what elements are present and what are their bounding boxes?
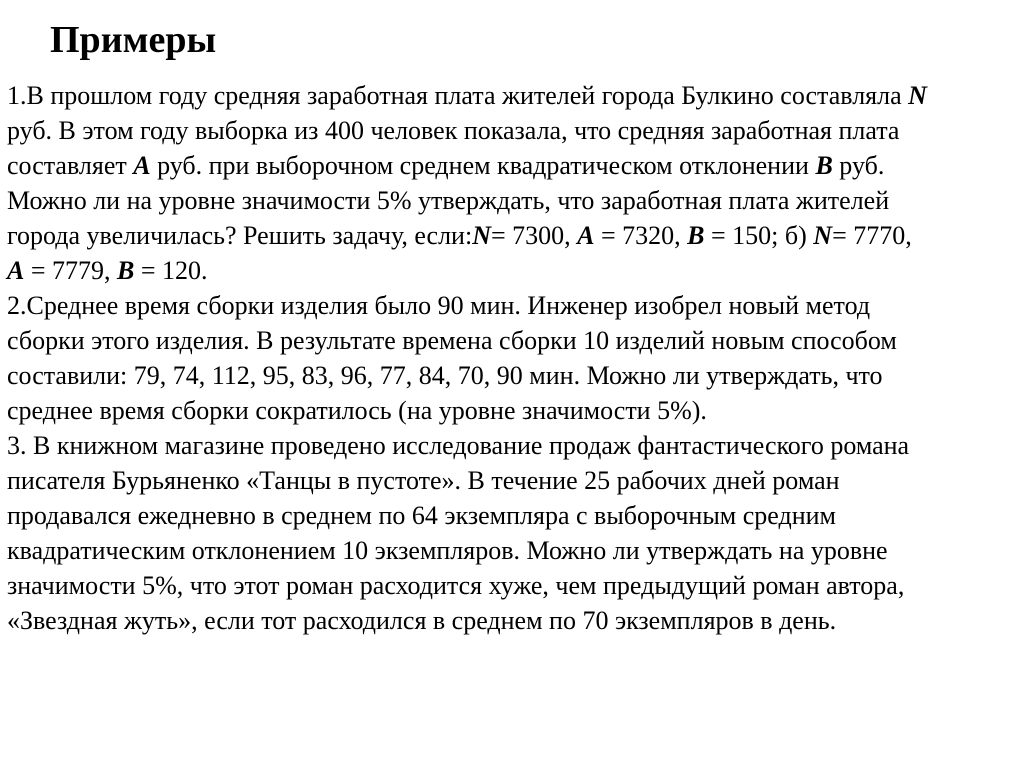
text-segment: = 7770, (832, 221, 912, 250)
text-line (7, 78, 1021, 113)
variable-symbol: N (472, 221, 491, 250)
text-segment: «Звездная жуть», если тот расходился в среднем по 70 экземпляров в день. (7, 606, 837, 635)
text-segment: составили: 79, 74, 112, 95, 83, 96, 77, 84, 70, 90 мин. Можно ли утверждать, что (7, 361, 883, 390)
text-segment: среднее время сборки сократилось (на уровне значимости 5%). (7, 396, 707, 425)
text-line (7, 113, 1021, 148)
variable-symbol: A (7, 256, 25, 285)
text-segment: = 120. (134, 256, 208, 285)
body-text (7, 78, 1021, 638)
text-segment: продавался ежедневно в среднем по 64 экземпляра с выборочным средним (7, 501, 837, 530)
text-segment: писателя Бурьяненко «Танцы в пустоте». В течение 25 рабочих дней роман (7, 466, 840, 495)
text-segment: 3. В книжном магазине проведено исследование продаж фантастического романа (7, 431, 910, 460)
text-segment: = 150; б) (704, 221, 814, 250)
text-line (7, 323, 1021, 358)
slide-title: Примеры (50, 19, 217, 61)
text-line (7, 183, 1021, 218)
variable-symbol: B (117, 256, 135, 285)
text-line (7, 463, 1021, 498)
text-segment: = 7320, (594, 221, 688, 250)
variable-symbol: A (577, 221, 595, 250)
variable-symbol: N (908, 81, 927, 110)
text-segment: составляет (7, 151, 134, 180)
text-segment: города увеличилась? Решить задачу, если: (7, 221, 473, 250)
variable-symbol: B (687, 221, 705, 250)
text-line (7, 253, 1021, 288)
text-line (7, 393, 1021, 428)
text-line (7, 533, 1021, 568)
text-line (7, 603, 1021, 638)
text-line (7, 288, 1021, 323)
text-segment: Можно ли на уровне значимости 5% утверждать, что заработная плата жителей (7, 186, 890, 215)
text-segment: руб. (832, 151, 885, 180)
text-line (7, 148, 1021, 183)
text-line (7, 498, 1021, 533)
text-line (7, 218, 1021, 253)
text-segment: квадратическим отклонением 10 экземпляров. Можно ли утверждать на уровне (7, 536, 888, 565)
text-line (7, 428, 1021, 463)
variable-symbol: N (813, 221, 833, 250)
text-segment: руб. при выборочном среднем квадратическом отклонении (150, 151, 816, 180)
text-segment: = 7300, (490, 221, 578, 250)
variable-symbol: A (133, 151, 151, 180)
text-segment: руб. В этом году выборка из 400 человек показала, что средняя заработная плата (7, 116, 900, 145)
text-line (7, 568, 1021, 603)
variable-symbol: B (815, 151, 833, 180)
text-segment: = 7779, (24, 256, 118, 285)
text-segment: 1.В прошлом году средняя заработная плата жителей города Булкино составляла (7, 81, 909, 110)
text-segment: 2.Среднее время сборки изделия было 90 мин. Инженер изобрел новый метод (7, 291, 871, 320)
text-segment: значимости 5%, что этот роман расходится хуже, чем предыдущий роман автора, (7, 571, 905, 600)
text-segment: сборки этого изделия. В результате времена сборки 10 изделий новым способом (7, 326, 897, 355)
text-line (7, 358, 1021, 393)
